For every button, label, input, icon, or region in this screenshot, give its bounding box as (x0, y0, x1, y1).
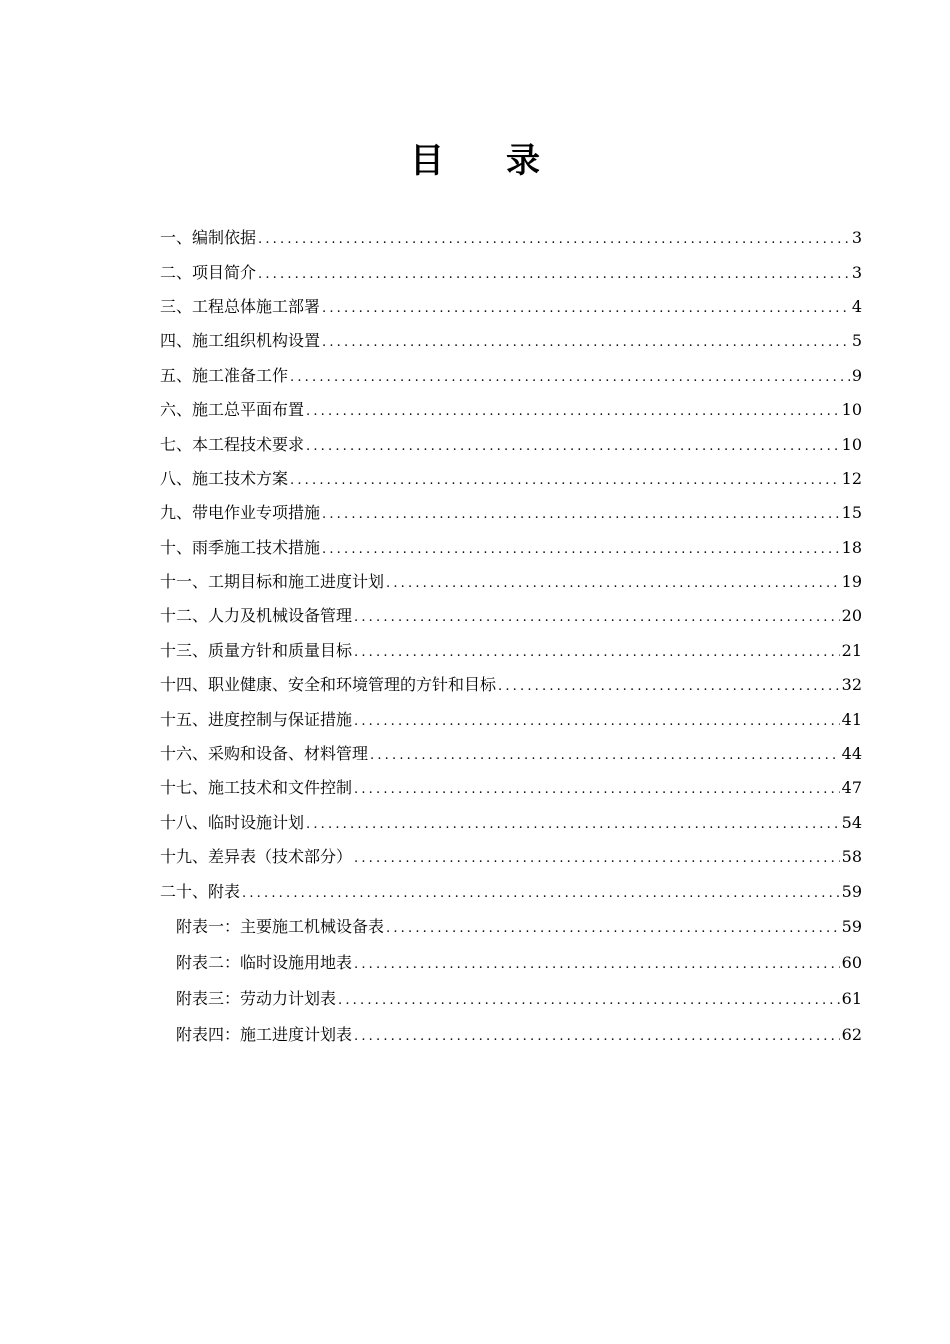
toc-entry-label: 十、雨季施工技术措施 (160, 537, 321, 557)
toc-entry[interactable] (160, 255, 862, 289)
toc-page-number: 3 (851, 228, 862, 248)
toc-entry-label: 七、本工程技术要求 (160, 434, 305, 454)
toc-entry[interactable] (160, 359, 862, 393)
toc-entry-label: 五、施工准备工作 (160, 365, 289, 385)
toc-entry[interactable] (160, 771, 862, 805)
toc-entry[interactable] (160, 393, 862, 427)
toc-page-number: 59 (841, 916, 862, 936)
toc-dot-leader (290, 471, 840, 491)
toc-page-number: 61 (841, 988, 862, 1008)
toc-dot-leader (354, 955, 840, 975)
toc-dot-leader (258, 230, 850, 250)
table-of-contents (160, 221, 862, 1053)
toc-dot-leader (354, 849, 840, 869)
toc-entry[interactable] (160, 702, 862, 736)
toc-entry[interactable] (160, 427, 862, 461)
toc-entry-label: 附表四：施工进度计划表 (176, 1024, 353, 1044)
toc-entry[interactable] (160, 737, 862, 771)
toc-entry-label: 附表二：临时设施用地表 (176, 952, 353, 972)
toc-page-number: 10 (841, 434, 862, 454)
toc-entry-label: 十五、进度控制与保证措施 (160, 709, 353, 729)
toc-dot-leader (498, 677, 840, 697)
toc-page-number: 20 (841, 606, 862, 626)
toc-page-number: 15 (841, 503, 862, 523)
toc-entry[interactable] (160, 565, 862, 599)
toc-entry-label: 十六、采购和设备、材料管理 (160, 744, 369, 764)
toc-page-number: 21 (841, 640, 862, 660)
toc-subentry[interactable] (160, 909, 862, 945)
toc-dot-leader (322, 299, 850, 319)
toc-dot-leader (322, 540, 840, 560)
toc-entry-label: 八、施工技术方案 (160, 468, 289, 488)
toc-entry-label: 十八、临时设施计划 (160, 812, 305, 832)
toc-entry[interactable] (160, 668, 862, 702)
toc-entry-label: 附表三：劳动力计划表 (176, 988, 337, 1008)
toc-dot-leader (354, 1027, 840, 1047)
title-char-2: 录 (506, 141, 540, 181)
toc-entry[interactable] (160, 462, 862, 496)
toc-page-number: 4 (851, 296, 862, 316)
toc-page-number: 60 (841, 952, 862, 972)
toc-dot-leader (354, 712, 840, 732)
toc-entry-label: 四、施工组织机构设置 (160, 331, 321, 351)
toc-entry[interactable] (160, 634, 862, 668)
toc-dot-leader (306, 437, 840, 457)
toc-dot-leader (242, 884, 840, 904)
toc-page-number: 62 (841, 1024, 862, 1044)
toc-entry[interactable] (160, 874, 862, 908)
toc-entry-label: 二、项目简介 (160, 262, 257, 282)
toc-entry-label: 附表一：主要施工机械设备表 (176, 916, 385, 936)
toc-entry-label: 十七、施工技术和文件控制 (160, 778, 353, 798)
title-char-1: 目 (410, 141, 444, 181)
toc-dot-leader (370, 746, 840, 766)
toc-entry[interactable] (160, 599, 862, 633)
toc-dot-leader (354, 643, 840, 663)
toc-entry-label: 十四、职业健康、安全和环境管理的方针和目标 (160, 675, 497, 695)
toc-dot-leader (386, 919, 840, 939)
toc-entry-label: 十二、人力及机械设备管理 (160, 606, 353, 626)
toc-dot-leader (322, 333, 850, 353)
toc-entry-label: 十三、质量方针和质量目标 (160, 640, 353, 660)
toc-page-number: 47 (841, 778, 862, 798)
toc-dot-leader (386, 574, 840, 594)
toc-entry-label: 九、带电作业专项措施 (160, 503, 321, 523)
toc-page-number: 58 (841, 847, 862, 867)
toc-entry-label: 一、编制依据 (160, 228, 257, 248)
toc-dot-leader (338, 991, 840, 1011)
toc-entry[interactable] (160, 531, 862, 565)
toc-entry-label: 十九、差异表（技术部分） (160, 847, 353, 867)
toc-page-number: 44 (841, 744, 862, 764)
toc-dot-leader (306, 815, 840, 835)
toc-page-number: 3 (851, 262, 862, 282)
toc-entry[interactable] (160, 496, 862, 530)
toc-entry[interactable] (160, 290, 862, 324)
toc-page-number: 5 (851, 331, 862, 351)
toc-page-number: 54 (841, 812, 862, 832)
toc-entry[interactable] (160, 806, 862, 840)
toc-entry-label: 六、施工总平面布置 (160, 400, 305, 420)
toc-dot-leader (354, 608, 840, 628)
toc-entry[interactable] (160, 324, 862, 358)
toc-page-number: 32 (841, 675, 862, 695)
toc-subentry[interactable] (160, 981, 862, 1017)
toc-page-number: 12 (841, 468, 862, 488)
toc-dot-leader (354, 780, 840, 800)
page-title (0, 138, 950, 184)
toc-dot-leader (322, 505, 840, 525)
toc-page-number: 18 (841, 537, 862, 557)
toc-dot-leader (290, 368, 850, 388)
toc-entry[interactable] (160, 221, 862, 255)
toc-page-number: 59 (841, 881, 862, 901)
toc-entry-label: 三、工程总体施工部署 (160, 296, 321, 316)
toc-page-number: 41 (841, 709, 862, 729)
toc-dot-leader (258, 265, 850, 285)
toc-page-number: 10 (841, 400, 862, 420)
toc-subentry[interactable] (160, 945, 862, 981)
toc-page-number: 9 (851, 365, 862, 385)
toc-subentry[interactable] (160, 1017, 862, 1053)
toc-entry-label: 十一、工期目标和施工进度计划 (160, 572, 385, 592)
toc-dot-leader (306, 402, 840, 422)
toc-entry-label: 二十、附表 (160, 881, 241, 901)
toc-page-number: 19 (841, 572, 862, 592)
toc-entry[interactable] (160, 840, 862, 874)
